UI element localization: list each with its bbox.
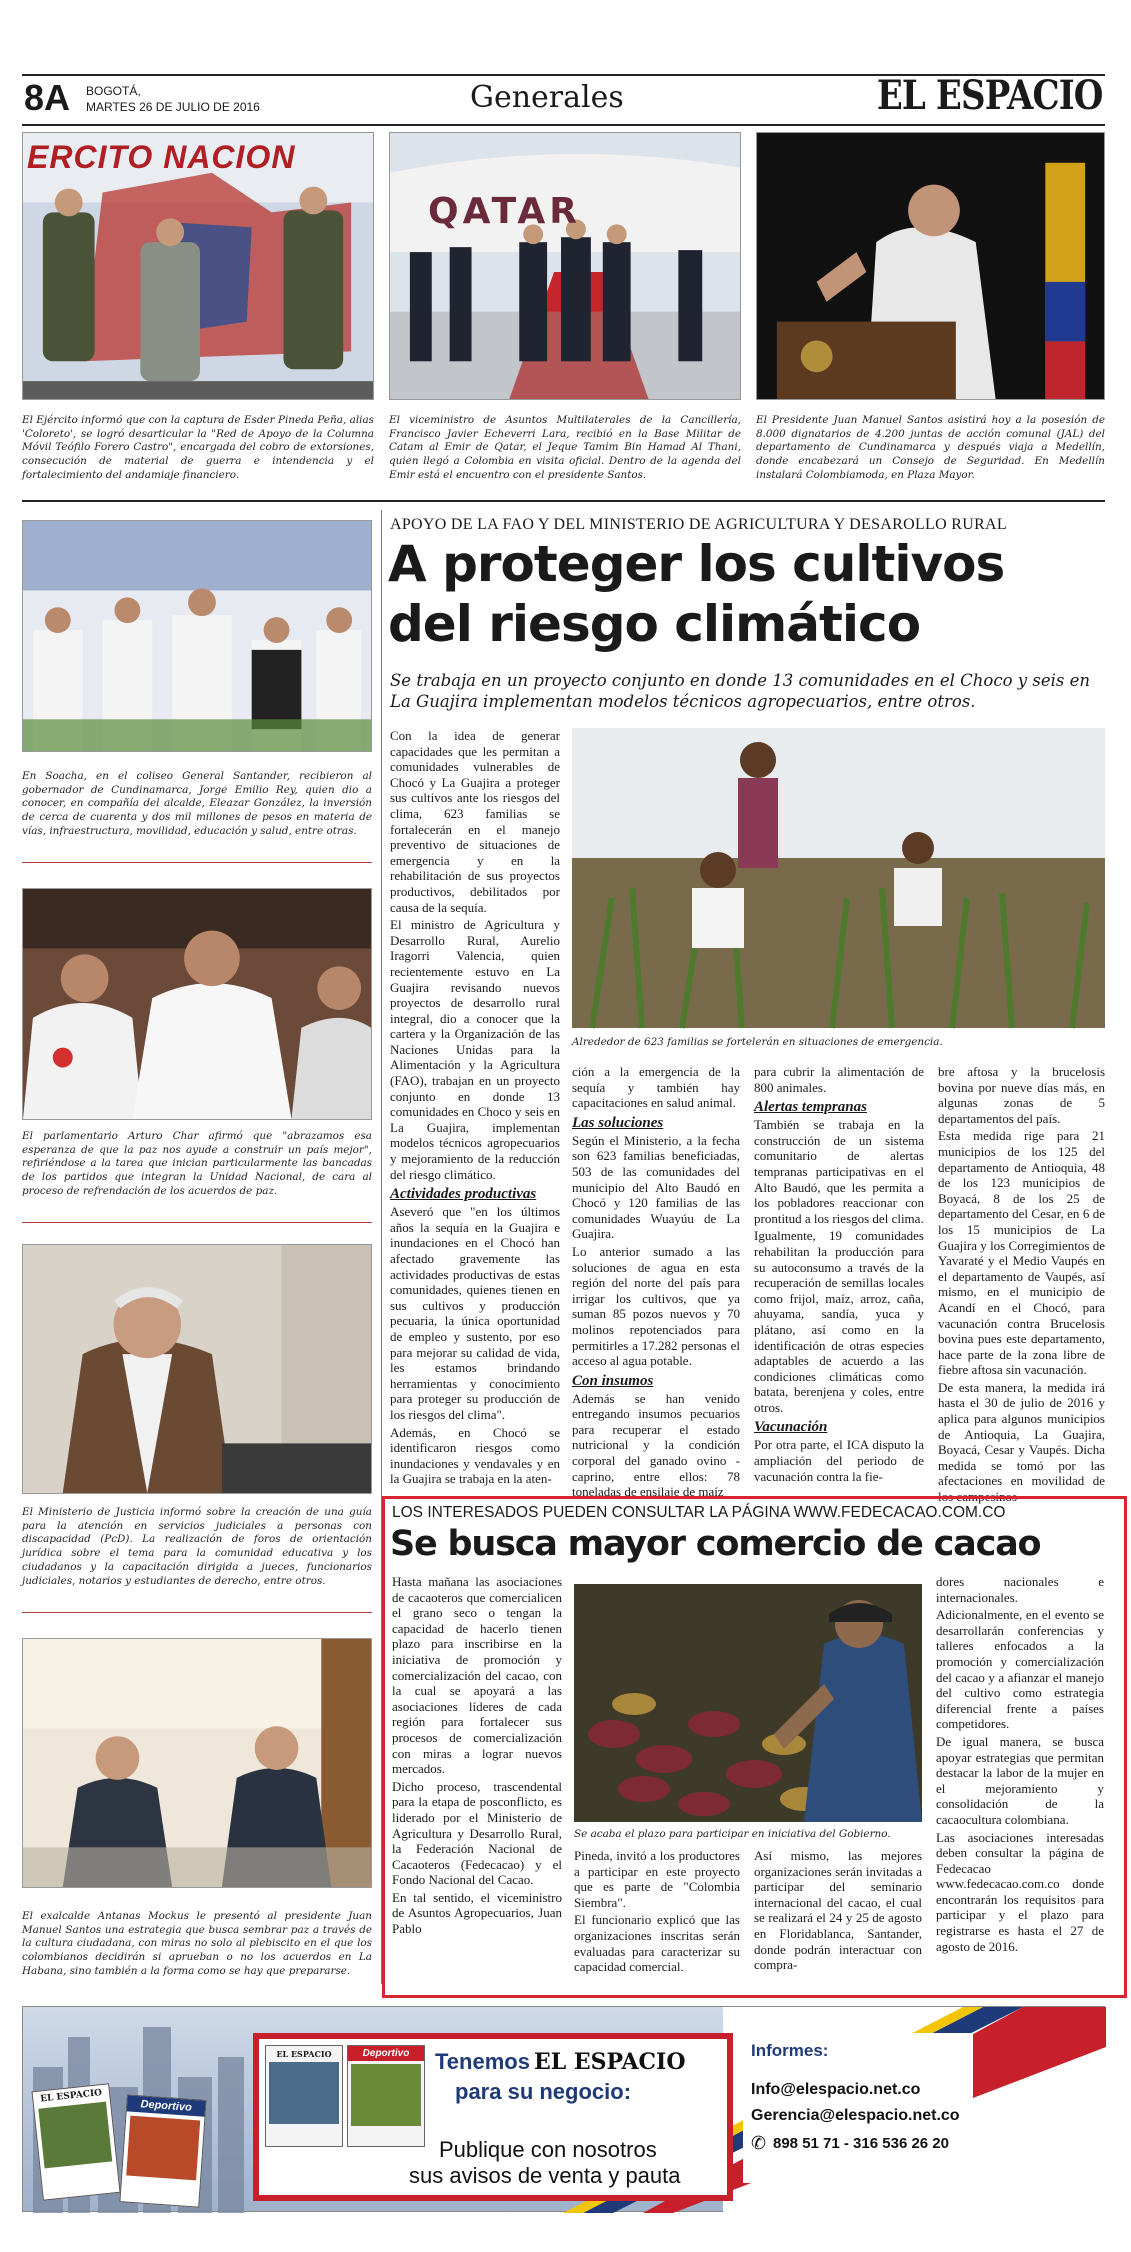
ad-mini-paper-2 [119,2094,206,2207]
photo-army-capture [22,132,374,400]
article2-kicker: LOS INTERESADOS PUEDEN CONSULTAR LA PÁGINA WWW.FEDECACAO.COM.CO [392,1504,1006,1521]
article1-col2-p1: ción a la emergencia de la sequía y también hay capacitaciones en salud animal. [572,1064,740,1111]
article2-col3 [754,1848,922,1990]
article1-col2 [572,1064,740,1500]
article2-col1-p1: Hasta mañana las asociaciones de cacaoteros que comercialicen el grano seco o tengan la capacidad de hacerlo tienen plazo para inscribirse en la iniciativa de promoción y comercialización del cacao, con la cual se apoyará a las asociaciones líderes de cada región para fortalecer sus procesos de comercialización con miras a lograr nuevos mercados. [392,1574,562,1777]
ad-tagline-4: sus avisos de venta y pauta [409,2163,681,2188]
article1-headline-line1: A proteger los cultivos [388,535,1005,593]
ad-email-2[interactable]: Gerencia@elespacio.net.co [751,2107,960,2124]
ad-mini-paper-1 [31,2083,120,2201]
article2-col4-p4: Las asociaciones interesadas deben consultar la página de Fedecacao www.fedecacao.com.co donde encontrarán los requisitos para participar y el plazo para registrarse es hasta el 27 de agosto de 2016. [936,1829,1104,1954]
ad-tagline-row [435,2049,685,2075]
caption-qatar: El viceministro de Asuntos Multilaterales de la Cancillería, Francisco Javier Echeverri Lara, recibió en la Base Militar de Catam al Emir de Qatar, el Jeque Tamim Bin Hamad Al Thani, quien llegó a Colombia en visita oficial. Dentro de la agenda del Emir está el encuentro con el presidente Santos. [389,414,741,481]
article1-col1 [390,728,560,1494]
photo-minjusticia [22,1244,372,1494]
article1-col3-p4: Por otra parte, el ICA disputo la ampliación del periodo de vacunación contra la fie- [754,1437,924,1484]
photo-santos-podium [756,132,1105,400]
top-section-rule [22,500,1105,502]
article1-sub-alertas: Alertas tempranas [754,1099,867,1116]
article1-col4 [938,1064,1105,1505]
article1-col2-p4: Además se han venido entregando insumos pecuarios para recuperar el estado nutricional y la condición corporal del ganado ovino -caprino, entre ellos: 78 toneladas de ensilaje de maíz [572,1390,740,1500]
article1-deck: Se trabaja en un proyecto conjunto en donde 13 comunidades en el Choco y seis en La Guajira implementan modelos técnicos agropecuarios, entre otros. [390,671,1090,712]
photo-children-crops [572,728,1105,1028]
article1-col2-p2: Según el Ministerio, a la fecha son 623 familias beneficiadas, 503 de las comunidades del municipio del Alto Baudó en Chocó y 120 familias de las comunidades Wuayúu de La Guajira. [572,1132,740,1242]
article1-col1-p4: Además, en Chocó se identificaron riesgos como inundaciones y vendavales y en la Guajira se trabaja en la aten- [390,1424,560,1487]
ad-mini-photo-2 [126,2116,200,2181]
left-rule-2 [22,1222,372,1223]
ad-mini-deportivo: Deportivo [127,2095,206,2116]
article1-col3-p1: para cubrir la alimentación de 800 animales. [754,1064,924,1095]
ad-tagline-2: para su negocio: [455,2079,632,2104]
ad-mini-paper-4 [347,2045,425,2147]
article2-col4-p2: Adicionalmente, en el evento se desarrollarán conferencias y talleres enfocados a la promoción y comercialización del cacao y a afianzar el manejo del cultivo como estrategia diferencial frente a países competidores. [936,1607,1104,1732]
article2-col2-p1: Pineda, invitó a los productores a participar en este proyecto que es parte de "Colombia Siembra". [574,1848,740,1910]
ad-banner [22,2006,1105,2212]
article1-headline-line2: del riesgo climático [388,595,921,653]
caption-arturo-char: El parlamentario Arturo Char afirmó que "abrazamos esa esperanza de que la paz nos ayude a construir un país mejor", refiriéndose a la tarea que inician particularmente las bancadas de los partidos que integran la Unidad Nacional, de cara al proceso de refrendación de los acuerdos de paz. [22,1130,372,1197]
article1-kicker: APOYO DE LA FAO Y DEL MINISTERIO DE AGRICULTURA Y DESAROLLO RURAL [390,516,1007,533]
article2-col4 [936,1574,1104,1990]
article1-sub-soluciones: Las soluciones [572,1114,664,1131]
ad-email-1[interactable]: Info@elespacio.net.co [751,2081,921,2098]
left-rule-1 [22,862,372,863]
article2-col4-p3: De igual manera, se busca apoyar estrategias que permitan destacar la labor de la mujer en el mejoramiento y consolidación de la cacaocultura colombiana. [936,1733,1104,1827]
caption-santos: El Presidente Juan Manuel Santos asistirá hoy a la posesión de 8.000 dignatarios de 4.200 juntas de acción comunal (JAL) del departamento de Cundinamarca y después viaja a Medellín, donde encabezará un Consejo de Seguridad. En Medellín instalará Colombiamoda, en Plaza Mayor. [756,414,1105,481]
article2-col1-p3: En tal sentido, el viceministro de Asuntos Agropecuarios, Juan Pablo [392,1889,562,1937]
plane-livery-text: QATAR [428,191,582,232]
photo-qatar-emir [389,132,741,400]
article1-photo-caption: Alrededor de 623 familias se fortelerán en situaciones de emergencia. [572,1036,943,1048]
ad-tagline-brand: EL ESPACIO [533,2049,686,2075]
article1-sub-vacunacion: Vacunación [754,1419,828,1436]
photo-soacha-event [22,520,372,752]
article2-col1-p2: Dicho proceso, trascendental para la etapa de posconflicto, es liderado por el Ministerio de Agricultura y Desarrollo Rural, la Federación Nacional de Cacaoteros (Fedecacao) y el Fondo Nacional del Cacao. [392,1778,562,1888]
ad-mini-paper-3 [265,2045,343,2147]
article2-headline: Se busca mayor comercio de cacao [390,1524,1041,1564]
article1-col1-p3: Aseveró que "en los últimos años la sequía en la Guajira e inundaciones en el Chocó han afectado gravemente las actividades productivas de estas comunidades, quienes tienen en sus cultivos y producción pecuaria, la única oportunidad de empleo y sustento, por eso para mejorar su calidad de vida, les estamos brindando herramientas y conocimiento para proteger su producción de los riesgos del clima". [390,1204,560,1422]
photo-sign-text: ERCITO NACION [27,139,296,175]
article1-col3 [754,1064,924,1494]
ad-mini-photo-3 [269,2062,339,2124]
article2-col1 [392,1574,562,1990]
article1-col1-p1: Con la idea de generar capacidades que les permitan a comunidades vulnerables de Chocó y La Guajira a proteger sus cultivos ante los riesgos del clima, 623 familias se fortalecerán en el manejo preventivo de situaciones de emergencia y en la rehabilitación de sus proyectos productivos, debilitados por causa de la sequía. [390,728,560,915]
masthead: EL ESPACIO [877,72,1103,119]
ad-mini-masthead-2: EL ESPACIO [276,2049,332,2059]
header-city: BOGOTÁ, [86,84,141,98]
ad-info-title: Informes: [751,2041,829,2060]
photo-mockus-santos [22,1638,372,1888]
article2-photo-caption: Se acaba el plazo para participar en iniciativa del Gobierno. [574,1828,891,1840]
caption-army: El Ejército informó que con la captura de Esder Pineda Peña, alias 'Coloreto', se logró desarticular la "Red de Apoyo de la Columna Móvil Teófilo Forero Castro", encargada del cobro de extorsiones, consecución de material de guerra e intendencia y el fortalecimiento del andamiaje financiero. [22,414,374,481]
article1-sub-actividades: Actividades productivas [390,1186,537,1203]
ad-mini-masthead-1: EL ESPACIO [39,2088,103,2105]
header-bottom-rule [22,124,1105,126]
article2-col2-p2: El funcionario explicó que las organizaciones inscritas serán evaluadas para caracterizar su capacidad comercial. [574,1912,740,1975]
page-number: 8A [24,77,71,118]
ad-info-panel [743,2033,973,2183]
ad-tagline-3: Publique con nosotros [439,2137,657,2162]
article1-col4-p1: bre aftosa y la brucelosis bovina por nueve días más, en algunas zonas de 5 departamentos del país. [938,1064,1105,1126]
article1-col3-p3: Igualmente, 19 comunidades rehabilitan la producción para su autoconsumo a través de la recuperación de semillas locales como frijol, maíz, arroz, caña, ahuyama, sandía, yuca y plátano, así como en la identificación de otras especies adaptables de acuerdo a las condiciones climáticas como batata, berenjena y coles, entre otros. [754,1228,924,1415]
article1-col4-p2: Esta medida rige para 21 municipios de los 125 del departamento de Antioquia, 48 de los 123 municipios de Boyacá, 8 de los 25 de departamento del Cesar, en 6 de los 15 municipios de La Guajira y los Corregimientos de Yavaraté y el Medio Vaupés en el departamento de Vaupés, así mismo, en el municipio de Acandí en el Chocó, para vacunación contra Brucelosis bovina pues este departamento, hace parte de la zona libre de fiebre aftosa sin vacunación. [938,1128,1105,1378]
caption-minjusticia: El Ministerio de Justicia informó sobre la creación de una guía para la atención en servicios judiciales a personas con discapacidad (PcD). La realización de foros de orientación jurídica sobre el tema para la comunidad educativa y los ciudadanos y la capacitación dirigida a jueces, funcionarios judiciales, notarios y estudiantes de derecho, entre otros. [22,1506,372,1587]
ad-mini-photo-1 [38,2102,112,2169]
phone-icon: ✆ [751,2133,767,2154]
caption-soacha: En Soacha, en el coliseo General Santander, recibieron al gobernador de Cundinamarca, Jorge Emilio Rey, quien dio a conocer, en compañía del alcalde, Eleazar González, la inversión de cerca de cuarenta y dos mil millones de pesos en materia de vías, infraestructura, movilidad, educación y salud, entre otras. [22,770,372,837]
left-rule-3 [22,1612,372,1613]
ad-mini-deportivo-2: Deportivo [348,2046,424,2061]
article1-col4-p3: De esta manera, la medida irá hasta el 30 de julio de 2016 y aplica para algunos municipios de Antioquia, La Guajira, Boyacá, Cesar y Vaupés. Dicha medida se tomó por las afectaciones en movilidad de los campesinos [938,1379,1105,1505]
article1-col3-p2: También se trabaja en la construcción de un sistema comunitario de alertas tempranas participativas en el Alto Baudó, que les permita a los pobladores reaccionar con prontitud a los riesgos del clima. [754,1117,924,1226]
header-date: MARTES 26 DE JULIO DE 2016 [86,100,260,114]
section-title: Generales [470,80,624,115]
article2-col2 [574,1848,740,1990]
ad-center-panel [253,2033,733,2201]
caption-mockus: El exalcalde Antanas Mockus le presentó al presidente Juan Manuel Santos una estrategia que busca sembrar paz a través de la cultura ciudadana, con miras no solo al plebiscito en el que los colombianos decidirán si aprueban o no los acuerdos en La Habana, sino también a la forma como se hay que prepararse. [22,1910,372,1977]
article2-col3-p1: Así mismo, las mejores organizaciones serán invitadas a participar del seminario internacional del cacao, el cual se realizará el 24 y 25 de agosto en Floridablanca, Santander, donde podrán interactuar con compra- [754,1848,922,1973]
photo-cacao-harvest [574,1584,922,1822]
article1-sub-insumos: Con insumos [572,1372,654,1389]
article1-col1-p2: El ministro de Agricultura y Desarrollo Rural, Aurelio Iragorri Valencia, quien recientemente estuvo en La Guajira revisando nuevos proyectos de desarrollo rural integral, dio a conocer que la cartera y la Organización de las Naciones Unidas para la Alimentación y la Agricultura (FAO), trabajan en un proyecto conjunto en donde 13 comunidades en Choco y seis en La Guajira, implementan modelos técnicos agropecuarios y mejoramiento de la reducción del riesgo climático. [390,917,560,1182]
ad-tagline-1: Tenemos [435,2049,530,2074]
article1-col2-p3: Lo anterior sumado a las soluciones de agua en esta región del norte del país para irrigar los cultivos, que ya suman 85 pozos nuevos y 70 molinos repotenciados para permitirles a 17.282 personas el acceso al agua potable. [572,1243,740,1369]
photo-arturo-char [22,888,372,1120]
article2-col4-p1: dores nacionales e internacionales. [936,1574,1104,1605]
ad-phone[interactable]: 898 51 71 - 316 536 26 20 [773,2135,949,2152]
ad-mini-photo-4 [351,2064,421,2126]
